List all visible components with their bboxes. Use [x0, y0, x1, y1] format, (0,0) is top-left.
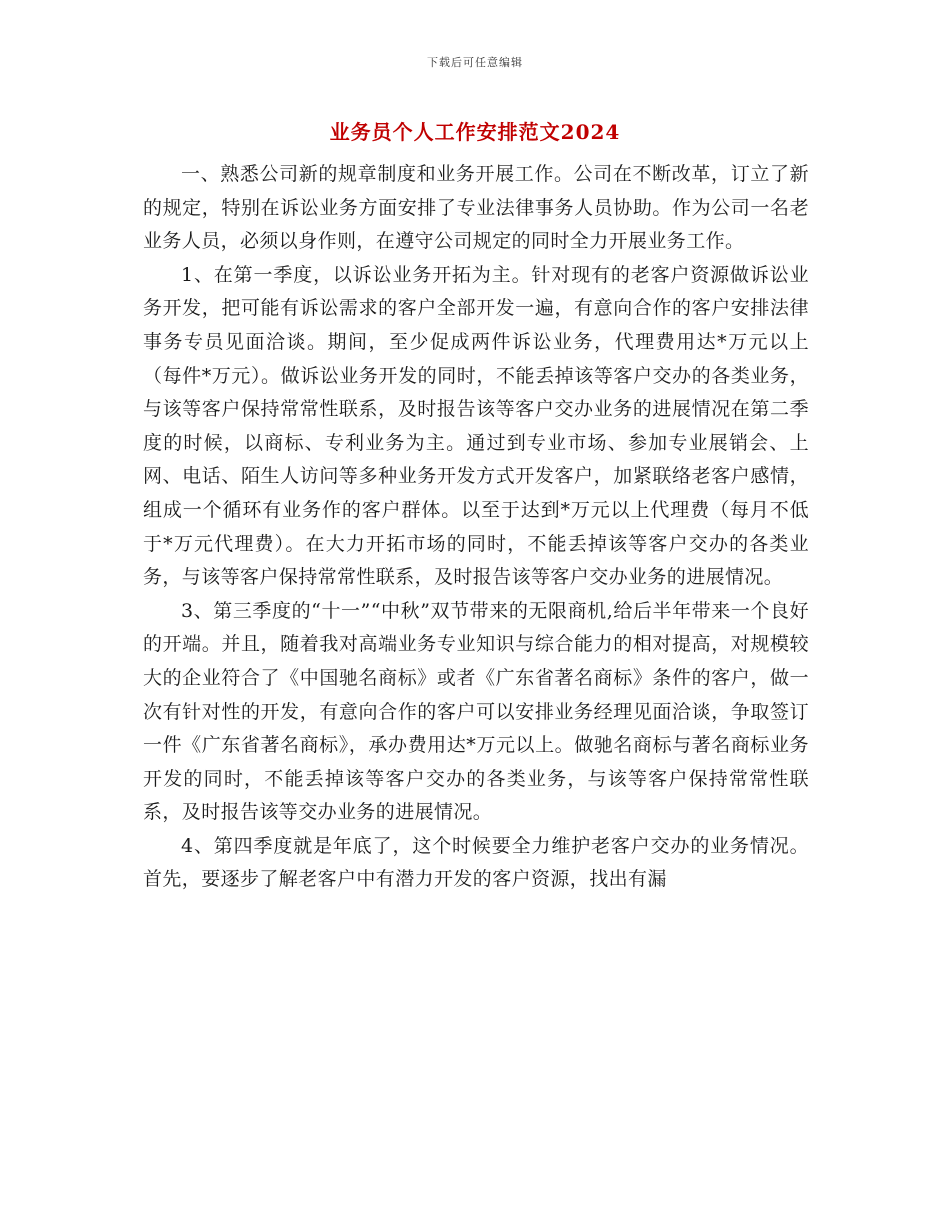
paragraph-q1-q2: 1、在第一季度，以诉讼业务开拓为主。针对现有的老客户资源做诉讼业务开发，把可能有诉讼需求的客户全部开发一遍，有意向合作的客户安排法律事务专员见面洽谈。期间，至少促成两件诉讼业务，代理费用达*万元以上（每件*万元）。做诉讼业务开发的同时，不能丢掉该等客户交办的各类业务，与该等客户保持常常性联系，及时报告该等客户交办业务的进展情况在第二季度的时候，以商标、专利业务为主。通过到专业市场、参加专业展销会、上网、电话、陌生人访问等多种业务开发方式开发客户，加紧联络老客户感情，组成一个循环有业务作的客户群体。以至于达到*万元以上代理费（每月不低于*万元代理费）。在大力开拓市场的同时，不能丢掉该等客户交办的各类业务，与该等客户保持常常性联系，及时报告该等客户交办业务的进展情况。 [143, 263, 809, 589]
document-body [143, 158, 809, 897]
document-title: 业务员个人工作安排范文2024 [329, 120, 621, 144]
paragraph-q4: 4、第四季度就是年底了，这个时候要全力维护老客户交办的业务情况。首先，要逐步了解老客户中有潜力开发的客户资源，找出有漏 [143, 834, 809, 891]
paragraph-q3: 3、第三季度的“十一”“中秋”双节带来的无限商机,给后半年带来一个良好的开端。并且，随着我对高端业务专业知识与综合能力的相对提高，对规模较大的企业符合了《中国驰名商标》或者《广东省著名商标》条件的客户，做一次有针对性的开发，有意向合作的客户可以安排业务经理见面洽谈，争取签订一件《广东省著名商标》，承办费用达*万元以上。做驰名商标与著名商标业务开发的同时，不能丢掉该等客户交办的各类业务，与该等客户保持常常性联系，及时报告该等交办业务的进展情况。 [143, 599, 809, 824]
paragraph-intro: 一、熟悉公司新的规章制度和业务开展工作。公司在不断改革，订立了新的规定，特别在诉讼业务方面安排了专业法律事务人员协助。作为公司一名老业务人员，必须以身作则，在遵守公司规定的同时全力开展业务工作。 [143, 163, 809, 253]
page-header: 下载后可任意编辑 [427, 56, 523, 69]
